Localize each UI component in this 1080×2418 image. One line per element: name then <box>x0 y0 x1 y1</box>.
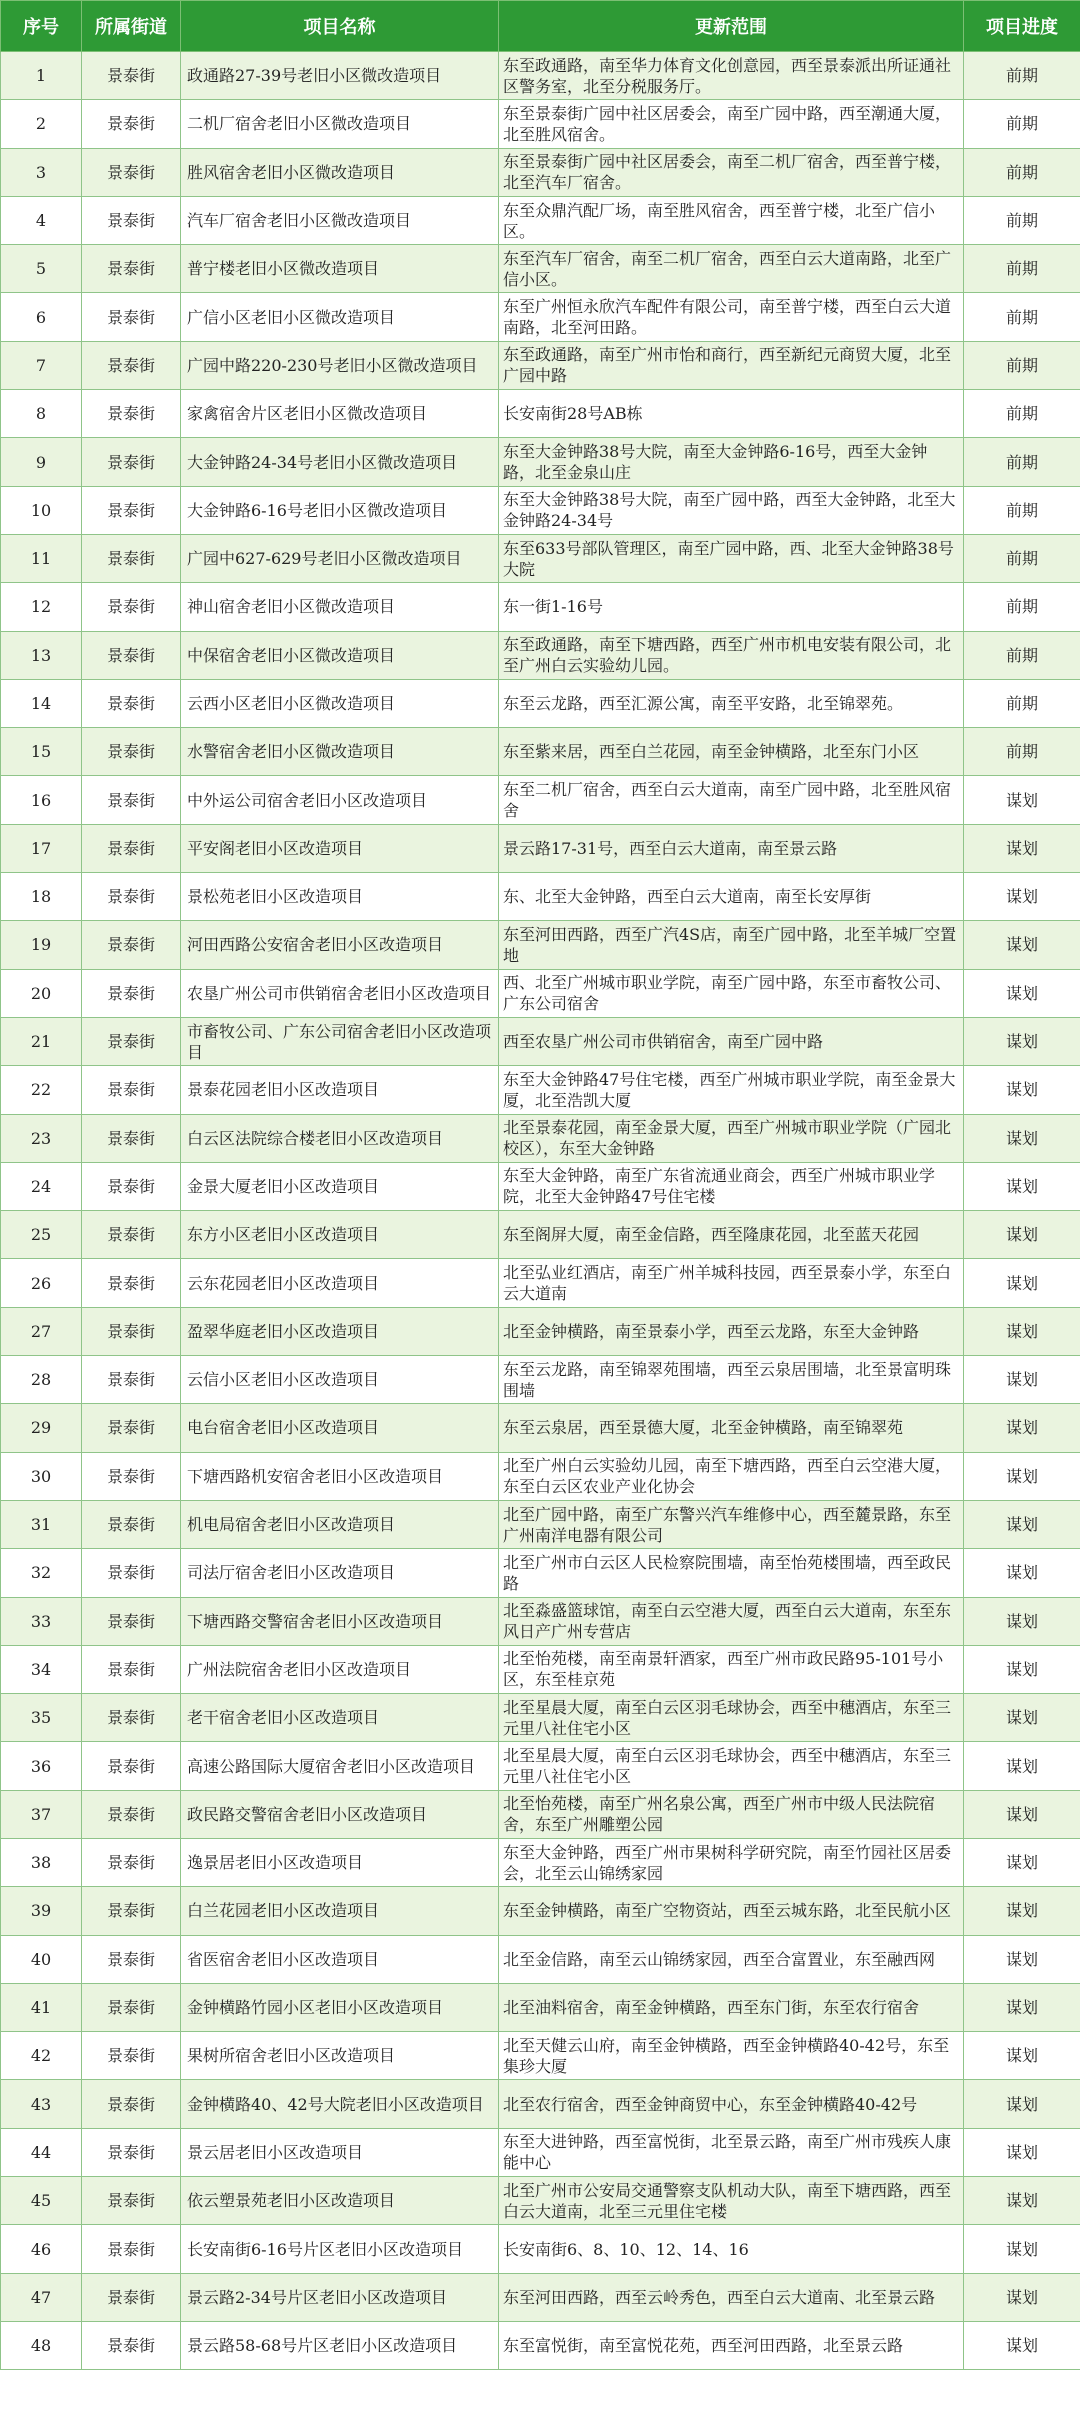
street-cell: 景泰街 <box>82 1983 181 2031</box>
street-cell: 景泰街 <box>82 1307 181 1355</box>
progress-cell: 前期 <box>964 245 1080 293</box>
project-name-cell: 电台宿舍老旧小区改造项目 <box>181 1404 499 1452</box>
street-cell: 景泰街 <box>82 2032 181 2080</box>
street-cell: 景泰街 <box>82 148 181 196</box>
header-name: 项目名称 <box>181 1 499 52</box>
project-name-cell: 果树所宿舍老旧小区改造项目 <box>181 2032 499 2080</box>
project-name-cell: 景云路58-68号片区老旧小区改造项目 <box>181 2321 499 2369</box>
update-range-cell: 北至天健云山府，南至金钟横路，西至金钟横路40-42号，东至集珍大厦 <box>499 2032 964 2080</box>
project-name-cell: 大金钟路24-34号老旧小区微改造项目 <box>181 438 499 486</box>
street-cell: 景泰街 <box>82 2273 181 2321</box>
row-number: 4 <box>1 196 82 244</box>
progress-cell: 谋划 <box>964 1259 1080 1307</box>
project-name-cell: 水警宿舍老旧小区微改造项目 <box>181 728 499 776</box>
header-no: 序号 <box>1 1 82 52</box>
table-row <box>1 583 1080 631</box>
update-range-cell: 北至金信路，南至云山锦绣家园，西至合富置业，东至融西网 <box>499 1935 964 1983</box>
street-cell: 景泰街 <box>82 486 181 534</box>
project-name-cell: 云信小区老旧小区改造项目 <box>181 1356 499 1404</box>
update-range-cell: 东至二机厂宿舍，西至白云大道南，南至广园中路，北至胜风宿舍 <box>499 776 964 824</box>
street-cell: 景泰街 <box>82 679 181 727</box>
table-row <box>1 679 1080 727</box>
update-range-cell: 西、北至广州城市职业学院，南至广园中路，东至市畜牧公司、广东公司宿舍 <box>499 969 964 1017</box>
table-row <box>1 2128 1080 2176</box>
progress-cell: 谋划 <box>964 1983 1080 2031</box>
street-cell: 景泰街 <box>82 2225 181 2273</box>
street-cell: 景泰街 <box>82 1887 181 1935</box>
project-name-cell: 东方小区老旧小区改造项目 <box>181 1211 499 1259</box>
progress-cell: 谋划 <box>964 1017 1080 1065</box>
row-number: 11 <box>1 534 82 582</box>
progress-cell: 谋划 <box>964 873 1080 921</box>
row-number: 33 <box>1 1597 82 1645</box>
progress-cell: 谋划 <box>964 2321 1080 2369</box>
table-row <box>1 1066 1080 1114</box>
street-cell: 景泰街 <box>82 2177 181 2225</box>
street-cell: 景泰街 <box>82 2080 181 2128</box>
table-row <box>1 1452 1080 1500</box>
update-range-cell: 东至河田西路，西至广汽4S店，南至广园中路，北至羊城厂空置地 <box>499 921 964 969</box>
table-row <box>1 438 1080 486</box>
table-row <box>1 1935 1080 1983</box>
table-row <box>1 1694 1080 1742</box>
row-number: 48 <box>1 2321 82 2369</box>
street-cell: 景泰街 <box>82 100 181 148</box>
progress-cell: 谋划 <box>964 1162 1080 1210</box>
project-name-cell: 胜风宿舍老旧小区微改造项目 <box>181 148 499 196</box>
row-number: 17 <box>1 824 82 872</box>
row-number: 28 <box>1 1356 82 1404</box>
project-name-cell: 司法厅宿舍老旧小区改造项目 <box>181 1549 499 1597</box>
row-number: 31 <box>1 1500 82 1548</box>
update-range-cell: 西至农垦广州公司市供销宿舍，南至广园中路 <box>499 1017 964 1065</box>
table-row <box>1 1500 1080 1548</box>
progress-cell: 前期 <box>964 534 1080 582</box>
progress-cell: 谋划 <box>964 1452 1080 1500</box>
progress-cell: 谋划 <box>964 1114 1080 1162</box>
row-number: 20 <box>1 969 82 1017</box>
progress-cell: 谋划 <box>964 1742 1080 1790</box>
row-number: 5 <box>1 245 82 293</box>
table-row <box>1 2273 1080 2321</box>
project-name-cell: 盈翠华庭老旧小区改造项目 <box>181 1307 499 1355</box>
project-name-cell: 景云居老旧小区改造项目 <box>181 2128 499 2176</box>
row-number: 2 <box>1 100 82 148</box>
progress-cell: 谋划 <box>964 1307 1080 1355</box>
row-number: 27 <box>1 1307 82 1355</box>
street-cell: 景泰街 <box>82 1500 181 1548</box>
table-row <box>1 1162 1080 1210</box>
progress-cell: 谋划 <box>964 1597 1080 1645</box>
row-number: 15 <box>1 728 82 776</box>
project-name-cell: 广园中627-629号老旧小区微改造项目 <box>181 534 499 582</box>
table-row <box>1 1356 1080 1404</box>
project-name-cell: 景松苑老旧小区改造项目 <box>181 873 499 921</box>
update-range-cell: 长安南街28号AB栋 <box>499 390 964 438</box>
progress-cell: 前期 <box>964 293 1080 341</box>
progress-cell: 前期 <box>964 583 1080 631</box>
project-name-cell: 市畜牧公司、广东公司宿舍老旧小区改造项目 <box>181 1017 499 1065</box>
table-row <box>1 1838 1080 1886</box>
table-row <box>1 1887 1080 1935</box>
table-body <box>1 52 1080 2370</box>
table-row <box>1 631 1080 679</box>
table-row <box>1 390 1080 438</box>
update-range-cell: 东至金钟横路，南至广空物资站，西至云城东路，北至民航小区 <box>499 1887 964 1935</box>
progress-cell: 谋划 <box>964 1935 1080 1983</box>
street-cell: 景泰街 <box>82 390 181 438</box>
street-cell: 景泰街 <box>82 1017 181 1065</box>
table-row <box>1 1211 1080 1259</box>
row-number: 30 <box>1 1452 82 1500</box>
row-number: 18 <box>1 873 82 921</box>
table-row <box>1 148 1080 196</box>
project-name-cell: 广州法院宿舍老旧小区改造项目 <box>181 1645 499 1693</box>
project-name-cell: 政通路27-39号老旧小区微改造项目 <box>181 52 499 100</box>
project-name-cell: 长安南街6-16号片区老旧小区改造项目 <box>181 2225 499 2273</box>
project-name-cell: 景云路2-34号片区老旧小区改造项目 <box>181 2273 499 2321</box>
table-row <box>1 1017 1080 1065</box>
row-number: 21 <box>1 1017 82 1065</box>
table-row <box>1 2321 1080 2369</box>
table-row <box>1 873 1080 921</box>
street-cell: 景泰街 <box>82 341 181 389</box>
row-number: 12 <box>1 583 82 631</box>
street-cell: 景泰街 <box>82 1597 181 1645</box>
progress-cell: 谋划 <box>964 921 1080 969</box>
table-row <box>1 2080 1080 2128</box>
table-row <box>1 1790 1080 1838</box>
row-number: 7 <box>1 341 82 389</box>
project-name-cell: 省医宿舍老旧小区改造项目 <box>181 1935 499 1983</box>
progress-cell: 前期 <box>964 438 1080 486</box>
row-number: 23 <box>1 1114 82 1162</box>
progress-cell: 谋划 <box>964 1838 1080 1886</box>
update-range-cell: 东至广州恒永欣汽车配件有限公司，南至普宁楼，西至白云大道南路，北至河田路。 <box>499 293 964 341</box>
table-row <box>1 1645 1080 1693</box>
update-range-cell: 东一街1-16号 <box>499 583 964 631</box>
street-cell: 景泰街 <box>82 1356 181 1404</box>
street-cell: 景泰街 <box>82 1452 181 1500</box>
project-name-cell: 机电局宿舍老旧小区改造项目 <box>181 1500 499 1548</box>
project-name-cell: 政民路交警宿舍老旧小区改造项目 <box>181 1790 499 1838</box>
street-cell: 景泰街 <box>82 1162 181 1210</box>
row-number: 32 <box>1 1549 82 1597</box>
progress-cell: 谋划 <box>964 1549 1080 1597</box>
update-range-cell: 北至广州市白云区人民检察院围墙，南至怡苑楼围墙，西至政民路 <box>499 1549 964 1597</box>
street-cell: 景泰街 <box>82 631 181 679</box>
row-number: 41 <box>1 1983 82 2031</box>
update-range-cell: 东至大金钟路38号大院，南至大金钟路6-16号，西至大金钟路，北至金泉山庄 <box>499 438 964 486</box>
row-number: 35 <box>1 1694 82 1742</box>
street-cell: 景泰街 <box>82 1211 181 1259</box>
table-row <box>1 1597 1080 1645</box>
street-cell: 景泰街 <box>82 776 181 824</box>
street-cell: 景泰街 <box>82 1066 181 1114</box>
project-name-cell: 普宁楼老旧小区微改造项目 <box>181 245 499 293</box>
progress-cell: 谋划 <box>964 1887 1080 1935</box>
project-name-cell: 金钟横路竹园小区老旧小区改造项目 <box>181 1983 499 2031</box>
row-number: 9 <box>1 438 82 486</box>
street-cell: 景泰街 <box>82 1549 181 1597</box>
street-cell: 景泰街 <box>82 1404 181 1452</box>
table-row <box>1 2032 1080 2080</box>
progress-cell: 前期 <box>964 631 1080 679</box>
row-number: 16 <box>1 776 82 824</box>
update-range-cell: 东至景泰街广园中社区居委会，南至二机厂宿舍，西至普宁楼，北至汽车厂宿舍。 <box>499 148 964 196</box>
row-number: 40 <box>1 1935 82 1983</box>
update-range-cell: 东至云龙路，西至汇源公寓，南至平安路，北至锦翠苑。 <box>499 679 964 727</box>
street-cell: 景泰街 <box>82 728 181 776</box>
update-range-cell: 东至政通路，南至下塘西路，西至广州市机电安装有限公司，北至广州白云实验幼儿园。 <box>499 631 964 679</box>
progress-cell: 谋划 <box>964 1356 1080 1404</box>
table-row <box>1 245 1080 293</box>
progress-cell: 谋划 <box>964 1694 1080 1742</box>
row-number: 6 <box>1 293 82 341</box>
project-name-cell: 高速公路国际大厦宿舍老旧小区改造项目 <box>181 1742 499 1790</box>
street-cell: 景泰街 <box>82 1790 181 1838</box>
row-number: 42 <box>1 2032 82 2080</box>
progress-cell: 谋划 <box>964 2273 1080 2321</box>
progress-cell: 前期 <box>964 728 1080 776</box>
update-range-cell: 东至景泰街广园中社区居委会，南至广园中路，西至潮通大厦，北至胜风宿舍。 <box>499 100 964 148</box>
progress-cell: 前期 <box>964 390 1080 438</box>
progress-cell: 谋划 <box>964 1066 1080 1114</box>
street-cell: 景泰街 <box>82 1259 181 1307</box>
project-name-cell: 河田西路公安宿舍老旧小区改造项目 <box>181 921 499 969</box>
update-range-cell: 北至农行宿舍，西至金钟商贸中心，东至金钟横路40-42号 <box>499 2080 964 2128</box>
progress-cell: 前期 <box>964 341 1080 389</box>
update-range-cell: 东至大金钟路，西至广州市果树科学研究院，南至竹园社区居委会，北至云山锦绣家园 <box>499 1838 964 1886</box>
update-range-cell: 东至大金钟路，南至广东省流通业商会，西至广州城市职业学院，北至大金钟路47号住宅楼 <box>499 1162 964 1210</box>
project-name-cell: 平安阁老旧小区改造项目 <box>181 824 499 872</box>
progress-cell: 谋划 <box>964 1645 1080 1693</box>
street-cell: 景泰街 <box>82 969 181 1017</box>
table-row <box>1 52 1080 100</box>
street-cell: 景泰街 <box>82 245 181 293</box>
table-row <box>1 1549 1080 1597</box>
street-cell: 景泰街 <box>82 534 181 582</box>
update-range-cell: 东至阁屏大厦，南至金信路，西至隆康花园，北至蓝天花园 <box>499 1211 964 1259</box>
row-number: 24 <box>1 1162 82 1210</box>
row-number: 45 <box>1 2177 82 2225</box>
project-name-cell: 金钟横路40、42号大院老旧小区改造项目 <box>181 2080 499 2128</box>
progress-cell: 前期 <box>964 52 1080 100</box>
table-row <box>1 1742 1080 1790</box>
project-name-cell: 白兰花园老旧小区改造项目 <box>181 1887 499 1935</box>
update-range-cell: 东至云龙路，南至锦翠苑围墙，西至云泉居围墙，北至景富明珠围墙 <box>499 1356 964 1404</box>
update-range-cell: 北至金钟横路，南至景泰小学，西至云龙路，东至大金钟路 <box>499 1307 964 1355</box>
update-range-cell: 东至大进钟路，西至富悦街，北至景云路，南至广州市残疾人康能中心 <box>499 2128 964 2176</box>
progress-cell: 谋划 <box>964 2032 1080 2080</box>
project-name-cell: 下塘西路交警宿舍老旧小区改造项目 <box>181 1597 499 1645</box>
progress-cell: 前期 <box>964 148 1080 196</box>
progress-cell: 谋划 <box>964 1404 1080 1452</box>
update-range-cell: 北至淼盛篮球馆，南至白云空港大厦，西至白云大道南，东至东风日产广州专营店 <box>499 1597 964 1645</box>
progress-cell: 谋划 <box>964 1211 1080 1259</box>
table-header-row <box>1 1 1080 52</box>
street-cell: 景泰街 <box>82 1838 181 1886</box>
update-range-cell: 东至汽车厂宿舍，南至二机厂宿舍，西至白云大道南路，北至广信小区。 <box>499 245 964 293</box>
street-cell: 景泰街 <box>82 1114 181 1162</box>
update-range-cell: 北至广州市公安局交通警察支队机动大队，南至下塘西路，西至白云大道南，北至三元里住宅楼 <box>499 2177 964 2225</box>
street-cell: 景泰街 <box>82 1645 181 1693</box>
update-range-cell: 东至大金钟路38号大院，南至广园中路，西至大金钟路，北至大金钟路24-34号 <box>499 486 964 534</box>
street-cell: 景泰街 <box>82 1935 181 1983</box>
update-range-cell: 景云路17-31号，西至白云大道南，南至景云路 <box>499 824 964 872</box>
update-range-cell: 北至星晨大厦，南至白云区羽毛球协会，西至中穗酒店，东至三元里八社住宅小区 <box>499 1742 964 1790</box>
project-name-cell: 神山宿舍老旧小区微改造项目 <box>181 583 499 631</box>
row-number: 26 <box>1 1259 82 1307</box>
project-name-cell: 老干宿舍老旧小区改造项目 <box>181 1694 499 1742</box>
table-row <box>1 728 1080 776</box>
update-range-cell: 北至怡苑楼，南至南景轩酒家，西至广州市政民路95-101号小区，东至桂京苑 <box>499 1645 964 1693</box>
row-number: 46 <box>1 2225 82 2273</box>
update-range-cell: 北至广园中路，南至广东警兴汽车维修中心，西至麓景路，东至广州南洋电器有限公司 <box>499 1500 964 1548</box>
row-number: 39 <box>1 1887 82 1935</box>
progress-cell: 谋划 <box>964 2128 1080 2176</box>
project-name-cell: 农垦广州公司市供销宿舍老旧小区改造项目 <box>181 969 499 1017</box>
table-row <box>1 1307 1080 1355</box>
table-row <box>1 100 1080 148</box>
table-row <box>1 2225 1080 2273</box>
street-cell: 景泰街 <box>82 196 181 244</box>
table-row <box>1 776 1080 824</box>
update-range-cell: 北至广州白云实验幼儿园，南至下塘西路，西至白云空港大厦，东至白云区农业产业化协会 <box>499 1452 964 1500</box>
row-number: 38 <box>1 1838 82 1886</box>
project-name-cell: 二机厂宿舍老旧小区微改造项目 <box>181 100 499 148</box>
table-row <box>1 921 1080 969</box>
table-row <box>1 824 1080 872</box>
header-range: 更新范围 <box>499 1 964 52</box>
street-cell: 景泰街 <box>82 1742 181 1790</box>
project-name-cell: 白云区法院综合楼老旧小区改造项目 <box>181 1114 499 1162</box>
table-row <box>1 1983 1080 2031</box>
table-row <box>1 969 1080 1017</box>
project-name-cell: 大金钟路6-16号老旧小区微改造项目 <box>181 486 499 534</box>
project-name-cell: 景泰花园老旧小区改造项目 <box>181 1066 499 1114</box>
row-number: 36 <box>1 1742 82 1790</box>
project-name-cell: 家禽宿舍片区老旧小区微改造项目 <box>181 390 499 438</box>
update-range-cell: 东至河田西路，西至云岭秀色，西至白云大道南、北至景云路 <box>499 2273 964 2321</box>
table-row <box>1 293 1080 341</box>
street-cell: 景泰街 <box>82 438 181 486</box>
table-row <box>1 2177 1080 2225</box>
update-range-cell: 北至星晨大厦，南至白云区羽毛球协会，西至中穗酒店，东至三元里八社住宅小区 <box>499 1694 964 1742</box>
update-range-cell: 东、北至大金钟路，西至白云大道南，南至长安厚街 <box>499 873 964 921</box>
update-range-cell: 东至众鼎汽配厂场，南至胜风宿舍，西至普宁楼，北至广信小区。 <box>499 196 964 244</box>
table-row <box>1 486 1080 534</box>
project-name-cell: 中外运公司宿舍老旧小区改造项目 <box>181 776 499 824</box>
update-range-cell: 东至633号部队管理区，南至广园中路，西、北至大金钟路38号大院 <box>499 534 964 582</box>
street-cell: 景泰街 <box>82 583 181 631</box>
project-name-cell: 广信小区老旧小区微改造项目 <box>181 293 499 341</box>
street-cell: 景泰街 <box>82 1694 181 1742</box>
progress-cell: 谋划 <box>964 2225 1080 2273</box>
update-range-cell: 北至弘业红酒店，南至广州羊城科技园，西至景泰小学，东至白云大道南 <box>499 1259 964 1307</box>
header-street: 所属街道 <box>82 1 181 52</box>
row-number: 25 <box>1 1211 82 1259</box>
row-number: 34 <box>1 1645 82 1693</box>
table-row <box>1 1404 1080 1452</box>
update-range-cell: 东至云泉居，西至景德大厦，北至金钟横路，南至锦翠苑 <box>499 1404 964 1452</box>
update-range-cell: 东至政通路，南至广州市怡和商行，西至新纪元商贸大厦，北至广园中路 <box>499 341 964 389</box>
progress-cell: 谋划 <box>964 776 1080 824</box>
progress-cell: 前期 <box>964 100 1080 148</box>
update-range-cell: 长安南街6、8、10、12、14、16 <box>499 2225 964 2273</box>
project-name-cell: 金景大厦老旧小区改造项目 <box>181 1162 499 1210</box>
row-number: 47 <box>1 2273 82 2321</box>
row-number: 19 <box>1 921 82 969</box>
row-number: 10 <box>1 486 82 534</box>
table-row <box>1 341 1080 389</box>
row-number: 13 <box>1 631 82 679</box>
street-cell: 景泰街 <box>82 824 181 872</box>
row-number: 14 <box>1 679 82 727</box>
street-cell: 景泰街 <box>82 293 181 341</box>
update-range-cell: 北至景泰花园，南至金景大厦，西至广州城市职业学院（广园北校区），东至大金钟路 <box>499 1114 964 1162</box>
street-cell: 景泰街 <box>82 2321 181 2369</box>
street-cell: 景泰街 <box>82 2128 181 2176</box>
project-name-cell: 逸景居老旧小区改造项目 <box>181 1838 499 1886</box>
header-progress: 项目进度 <box>964 1 1080 52</box>
row-number: 1 <box>1 52 82 100</box>
table-row <box>1 534 1080 582</box>
progress-cell: 谋划 <box>964 1790 1080 1838</box>
row-number: 22 <box>1 1066 82 1114</box>
update-range-cell: 东至紫来居，西至白兰花园，南至金钟横路，北至东门小区 <box>499 728 964 776</box>
progress-cell: 前期 <box>964 486 1080 534</box>
progress-cell: 谋划 <box>964 2080 1080 2128</box>
row-number: 3 <box>1 148 82 196</box>
table-row <box>1 1259 1080 1307</box>
project-name-cell: 依云塑景苑老旧小区改造项目 <box>181 2177 499 2225</box>
row-number: 44 <box>1 2128 82 2176</box>
project-name-cell: 汽车厂宿舍老旧小区微改造项目 <box>181 196 499 244</box>
progress-cell: 谋划 <box>964 969 1080 1017</box>
street-cell: 景泰街 <box>82 921 181 969</box>
street-cell: 景泰街 <box>82 873 181 921</box>
table-row <box>1 196 1080 244</box>
project-name-cell: 下塘西路机安宿舍老旧小区改造项目 <box>181 1452 499 1500</box>
update-range-cell: 北至怡苑楼，南至广州名泉公寓，西至广州市中级人民法院宿舍，东至广州雕塑公园 <box>499 1790 964 1838</box>
project-name-cell: 广园中路220-230号老旧小区微改造项目 <box>181 341 499 389</box>
row-number: 29 <box>1 1404 82 1452</box>
update-range-cell: 东至大金钟路47号住宅楼，西至广州城市职业学院，南至金景大厦，北至浩凯大厦 <box>499 1066 964 1114</box>
project-name-cell: 云东花园老旧小区改造项目 <box>181 1259 499 1307</box>
update-range-cell: 东至政通路，南至华力体育文化创意园，西至景泰派出所证通社区警务室，北至分税服务厅。 <box>499 52 964 100</box>
update-range-cell: 北至油料宿舍，南至金钟横路，西至东门街，东至农行宿舍 <box>499 1983 964 2031</box>
project-name-cell: 中保宿舍老旧小区微改造项目 <box>181 631 499 679</box>
progress-cell: 前期 <box>964 196 1080 244</box>
row-number: 43 <box>1 2080 82 2128</box>
project-name-cell: 云西小区老旧小区微改造项目 <box>181 679 499 727</box>
table-row <box>1 1114 1080 1162</box>
progress-cell: 前期 <box>964 679 1080 727</box>
street-cell: 景泰街 <box>82 52 181 100</box>
progress-cell: 谋划 <box>964 2177 1080 2225</box>
update-range-cell: 东至富悦街，南至富悦花苑，西至河田西路，北至景云路 <box>499 2321 964 2369</box>
row-number: 8 <box>1 390 82 438</box>
progress-cell: 谋划 <box>964 1500 1080 1548</box>
row-number: 37 <box>1 1790 82 1838</box>
progress-cell: 谋划 <box>964 824 1080 872</box>
